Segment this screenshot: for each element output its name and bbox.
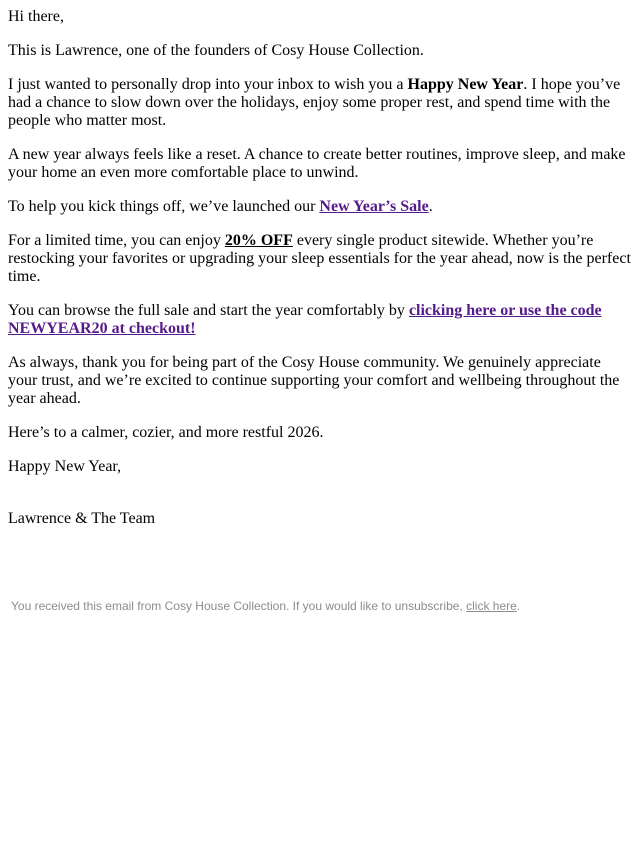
happy-new-year-bold: Happy New Year [407, 76, 524, 93]
sale-text-after: . [428, 198, 433, 215]
browse-paragraph [8, 302, 632, 338]
offer-text-before: For a limited time, you can enjoy [8, 232, 225, 249]
new-years-sale-link[interactable]: New Year’s Sale [319, 198, 429, 215]
sale-text-before: To help you kick things off, we’ve launched our [8, 198, 320, 215]
greeting: Hi there, [8, 8, 64, 25]
offer-text-after: every single product sitewide. Whether you’re restocking your favorites or upgrading your sleep essentials for the year ahead, now is the perfect time. [8, 232, 631, 285]
thanks-paragraph: As always, thank you for being part of the Cosy House community. We genuinely appreciate your trust, and we’re excited to continue supporting your comfort and wellbeing throughout the year ahead. [8, 354, 620, 407]
closing-line: Happy New Year, [8, 458, 122, 475]
wish-text-after: . I hope you’ve had a chance to slow down over the holidays, enjoy some proper rest, and spend time with the people who matter most. [8, 76, 621, 129]
wish-text-before: I just wanted to personally drop into your inbox to wish you a [8, 76, 408, 93]
email-footer [11, 598, 631, 614]
browse-text-before: You can browse the full sale and start the year comfortably by [8, 302, 409, 319]
footer-text: You received this email from Cosy House Collection. If you would like to unsubscribe, [11, 599, 467, 613]
toast-paragraph: Here’s to a calmer, cozier, and more restful 2026. [8, 424, 324, 441]
shop-sale-link[interactable]: clicking here or use the code NEWYEAR20 at checkout! [8, 302, 602, 337]
offer-paragraph [8, 232, 632, 286]
intro-paragraph: This is Lawrence, one of the founders of Cosy House Collection. [8, 42, 424, 59]
new-year-wish-paragraph [8, 76, 632, 130]
signature: Lawrence & The Team [8, 510, 156, 527]
email-body [8, 8, 632, 544]
reset-paragraph: A new year always feels like a reset. A chance to create better routines, improve sleep, and make your home an even more comfortable place to unwind. [8, 146, 626, 181]
footer-period: . [516, 599, 521, 613]
sale-paragraph [8, 198, 632, 216]
unsubscribe-link[interactable]: click here [466, 599, 517, 613]
discount-highlight: 20% OFF [224, 232, 293, 249]
